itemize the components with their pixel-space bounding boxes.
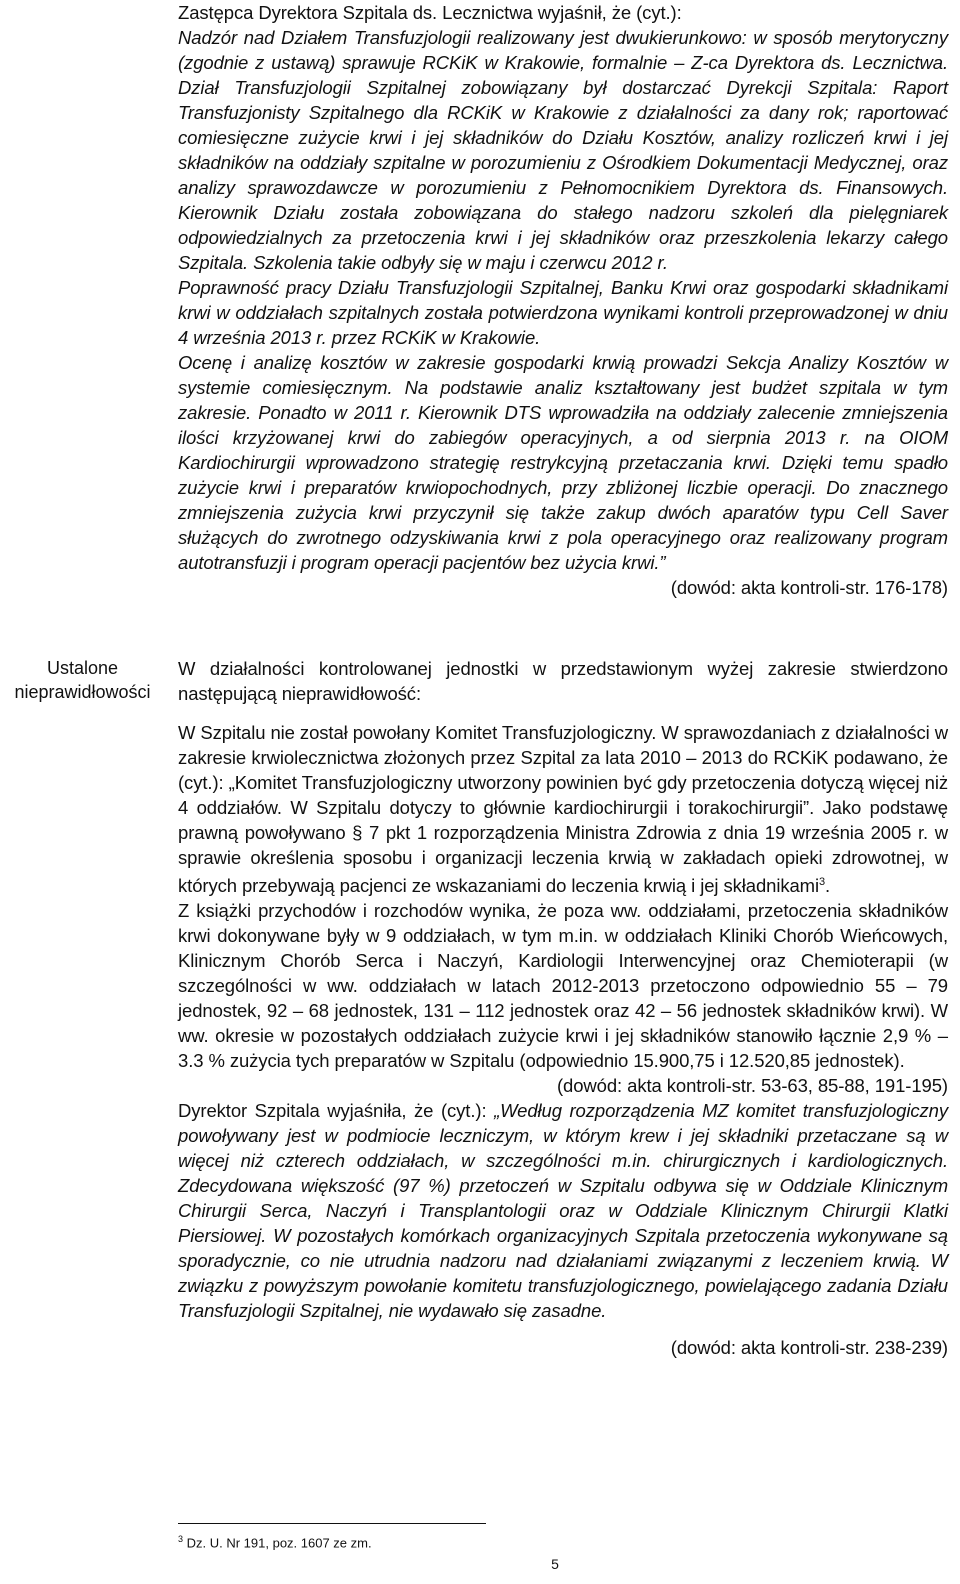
- page-number: 5: [551, 1556, 559, 1572]
- explanation-lead: Dyrektor Szpitala wyjaśniła, że (cyt.):: [178, 1100, 495, 1122]
- paragraph-end: .: [825, 875, 831, 897]
- findings-paragraph: [178, 720, 948, 898]
- sidebar-label: Ustalone nieprawidłowości: [14, 658, 151, 702]
- quote-paragraph: Ocenę i analizę kosztów w zakresie gospodarki krwią prowadzi Sekcja Analizy Kosztów w systemie comiesięcznym. Na podstawie analiz kształtowany jest budżet szpitala w tym zakresie. Ponadto w 2011 r. Kierownik DTS wprowadziła na oddziały zalecenie zmniejszenia ilości krzyżowanej krwi do zabiegów operacyjnych, a od sierpnia 2013 r. na OIOM Kardiochirurgii wprowadzono strategię restrykcyjną przetaczania krwi. Dzięki temu spadło zużycie krwi i preparatów krwiopochodnych, przy zbliżonej liczbie operacji. Do znacznego zmniejszenia zużycia krwi przyczynił się także zakup dwóch aparatów typu Cell Saver służących do zwrotnego odzyskiwania krwi z pola operacyjnego oraz realizowany program autotransfuzji i program operacji pacjentów bez użycia krwi.”: [178, 352, 948, 573]
- footnote-number: 3: [178, 1534, 184, 1544]
- footnote: [178, 1531, 372, 1551]
- footnote-text: Dz. U. Nr 191, poz. 1607 ze zm.: [183, 1535, 372, 1551]
- findings-paragraph: Z książki przychodów i rozchodów wynika, że poza ww. oddziałami, przetoczenia składników krwi dokonywane były w 9 oddziałach, w tym m.in. w oddziałach Kliniki Chorób Wieńcowych, Klinicznym Chorób Serca i Naczyń, Kardiologii Interwencyjnej oraz Chemioterapii (w szczególności w ww. oddziałach w latach 2012-2013 przetoczono odpowiednio 55 – 79 jednostek, 92 – 68 jednostek, 131 – 112 jednostek oraz 42 – 56 jednostek składników krwi). W ww. okresie w pozostałych oddziałach zużycie krwi i jej składników stanowiło łącznie 2,9 % – 3.3 % zużycia tych preparatów w Szpitalu (odpowiednio 15.900,75 i 12.520,85 jednostek).: [178, 900, 948, 1072]
- evidence-reference: (dowód: akta kontroli-str. 53-63, 85-88, 191-195): [556, 1075, 948, 1097]
- findings-lead: W działalności kontrolowanej jednostki w przedstawionym wyżej zakresie stwierdzono następującą nieprawidłowość:: [178, 658, 948, 704]
- quote-paragraph: Nadzór nad Działem Transfuzjologii realizowany jest dwukierunkowo: w sposób merytoryczny (zgodnie z ustawą) sprawuje RCKiK w Krakowie, formalnie – Z-ca Dyrektora ds. Lecznictwa. Dział Transfuzjologii Szpitalnej zobowiązany był dostarczać Dyrekcji Szpitala: Raport Transfuzjonisty Szpitalnego dla RCKiK w Krakowie z działalności za dany rok; raportować comiesięczne zużycie krwi i jej składników do Działu Kosztów, analizy rozliczeń krwi i jej składników na oddziały szpitalne w porozumieniu z Ośrodkiem Dokumentacji Medycznej, oraz analizy sprawozdawcze w porozumieniu z Pełnomocnikiem Dyrektora ds. Finansowych. Kierownik Działu została zobowiązana do stałego nadzoru szkoleń dla pielęgniarek odpowiedzialnych za przetoczenia krwi i jej składników oraz przeszkolenia lekarzy całego Szpitala. Szkolenia takie odbyły się w maju i czerwcu 2012 r.: [178, 27, 948, 273]
- intro-text: Zastępca Dyrektora Szpitala ds. Lecznictwa wyjaśnił, że (cyt.):: [178, 2, 682, 23]
- director-explanation: [178, 1098, 948, 1323]
- footnote-marker: 3: [819, 876, 826, 888]
- evidence-reference: (dowód: akta kontroli-str. 176-178): [670, 577, 948, 598]
- footnote-divider: [178, 1523, 486, 1524]
- explanation-quote: „Według rozporządzenia MZ komitet transfuzjologiczny powoływany jest w podmiocie leczniczym, w którym krew i jej składniki przetaczane są w więcej niż czterech oddziałach, w szczególności m.in. chirurgicznych i kardiologicznych. Zdecydowana większość (97 %) przetoczeń w Szpitalu odbywa się w Oddziale Klinicznym Chirurgii Serca, Naczyń i Transplantologii oraz w Oddziale Klinicznym Chirurgii Klatki Piersiowej. W pozostałych komórkach organizacyjnych Szpitala przetoczenia wykonywane są sporadycznie, co nie utrudnia nadzoru nad działaniami związanymi z leczeniem krwią. W związku z powyższym powołanie komitetu transfuzjologicznego, powielającego zadania Działu Transfuzjologii Szpitalnej, nie wydawało się zasadne.: [178, 1100, 948, 1322]
- block-explanation: [178, 0, 948, 600]
- evidence-reference: (dowód: akta kontroli-str. 238-239): [670, 1337, 948, 1359]
- block-findings: [178, 656, 948, 1360]
- paragraph-text: W Szpitalu nie został powołany Komitet Transfuzjologiczny. W sprawozdaniach z działalności w zakresie krwiolecznictwa złożonych przez Szpital za lata 2010 – 2013 do RCKiK podawano, że (cyt.): „Komitet Transfuzjologiczny utworzony powinien być gdy przetoczenia dotyczą więcej niż 4 oddziałów. W Szpitalu dotyczy to głównie kardiochirurgii i torakochirurgii”. Jako podstawę prawną powoływano § 7 pkt 1 rozporządzenia Ministra Zdrowia z dnia 19 września 2005 r. w sprawie określenia sposobu i organizacji leczenia krwią w zakładach opieki zdrowotnej, w których przebywają pacjenci ze wskazaniami do leczenia krwią i jej składnikami: [178, 722, 948, 897]
- quote-paragraph: Poprawność pracy Działu Transfuzjologii Szpitalnej, Banku Krwi oraz gospodarki składnikami krwi w oddziałach szpitalnych została potwierdzona wynikami kontroli przeprowadzonej w dniu 4 września 2013 r. przez RCKiK w Krakowie.: [178, 277, 948, 348]
